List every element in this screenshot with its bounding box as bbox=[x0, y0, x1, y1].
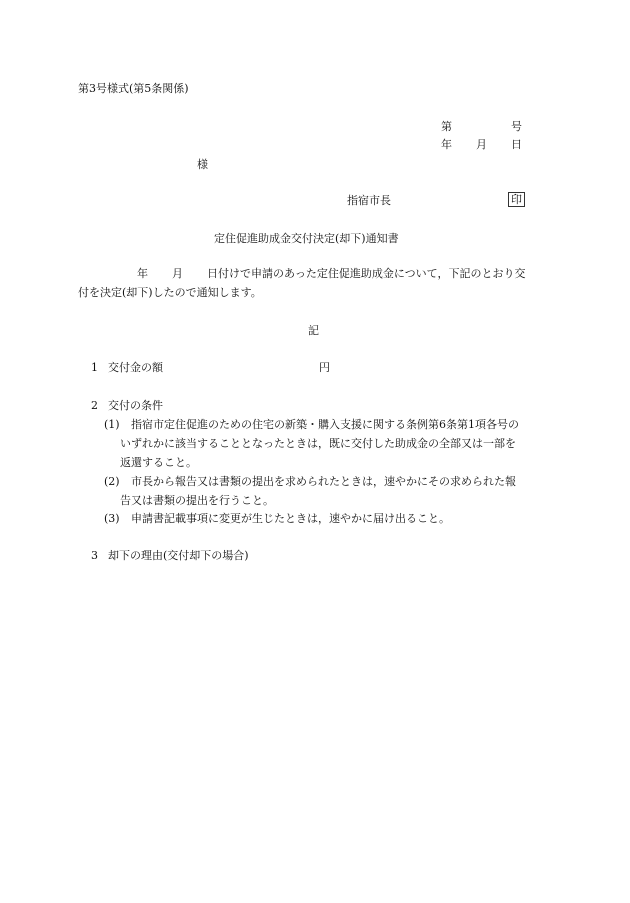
condition-1-line: いずれかに該当することとなったときは，既に交付した助成金の全部又は一部を bbox=[120, 437, 516, 450]
item-2-number: 2 bbox=[91, 399, 98, 412]
condition-1-line: 指宿市定住促進のための住宅の新築・購入支援に関する条例第6条第1項各号の bbox=[131, 418, 519, 431]
seal-mark bbox=[508, 192, 525, 207]
condition-2-line: 告又は書類の提出を行うこと。 bbox=[120, 494, 274, 507]
condition-3-number: (3) bbox=[104, 512, 120, 525]
body-line-2: 付を決定(却下)したので通知します。 bbox=[78, 286, 262, 299]
recipient-honorific: 様 bbox=[197, 158, 208, 171]
item-1-unit: 円 bbox=[319, 361, 330, 374]
body-line-1-text: 日付けで申請のあった定住促進助成金について，下記のとおり交 bbox=[207, 267, 526, 280]
date-day: 日 bbox=[511, 138, 522, 151]
body-paragraph bbox=[78, 264, 548, 302]
item-3-number: 3 bbox=[91, 549, 98, 562]
number-suffix: 号 bbox=[511, 120, 522, 133]
issuer-name: 指宿市長 bbox=[347, 194, 391, 207]
date-month: 月 bbox=[476, 138, 487, 151]
body-line-1 bbox=[78, 264, 548, 283]
ki-marker: 記 bbox=[308, 324, 319, 337]
item-2-label: 交付の条件 bbox=[108, 399, 163, 412]
document-title: 定住促進助成金交付決定(却下)通知書 bbox=[214, 232, 399, 245]
condition-1-continuation bbox=[120, 434, 516, 472]
condition-1-line: 返還すること。 bbox=[120, 456, 197, 469]
item-3-label: 却下の理由(交付却下の場合) bbox=[108, 549, 249, 562]
item-1-number: 1 bbox=[91, 361, 98, 374]
body-date-month: 月 bbox=[172, 267, 183, 280]
condition-2-number: (2) bbox=[104, 475, 120, 488]
date-year: 年 bbox=[441, 138, 452, 151]
condition-3-text bbox=[131, 509, 450, 528]
body-date-year: 年 bbox=[137, 267, 148, 280]
condition-2-continuation bbox=[120, 491, 274, 510]
condition-2-line: 市長から報告又は書類の提出を求められたときは，速やかにその求められた報 bbox=[131, 475, 516, 488]
condition-3-line: 申請書記載事項に変更が生じたときは，速やかに届け出ること。 bbox=[131, 512, 450, 525]
form-label: 第3号様式(第5条関係) bbox=[78, 82, 189, 95]
condition-1-text bbox=[131, 415, 519, 434]
item-1-label: 交付金の額 bbox=[108, 361, 163, 374]
number-prefix: 第 bbox=[441, 120, 452, 133]
condition-1-number: (1) bbox=[104, 418, 120, 431]
seal-text: 印 bbox=[508, 192, 525, 207]
condition-2-text bbox=[131, 472, 516, 491]
